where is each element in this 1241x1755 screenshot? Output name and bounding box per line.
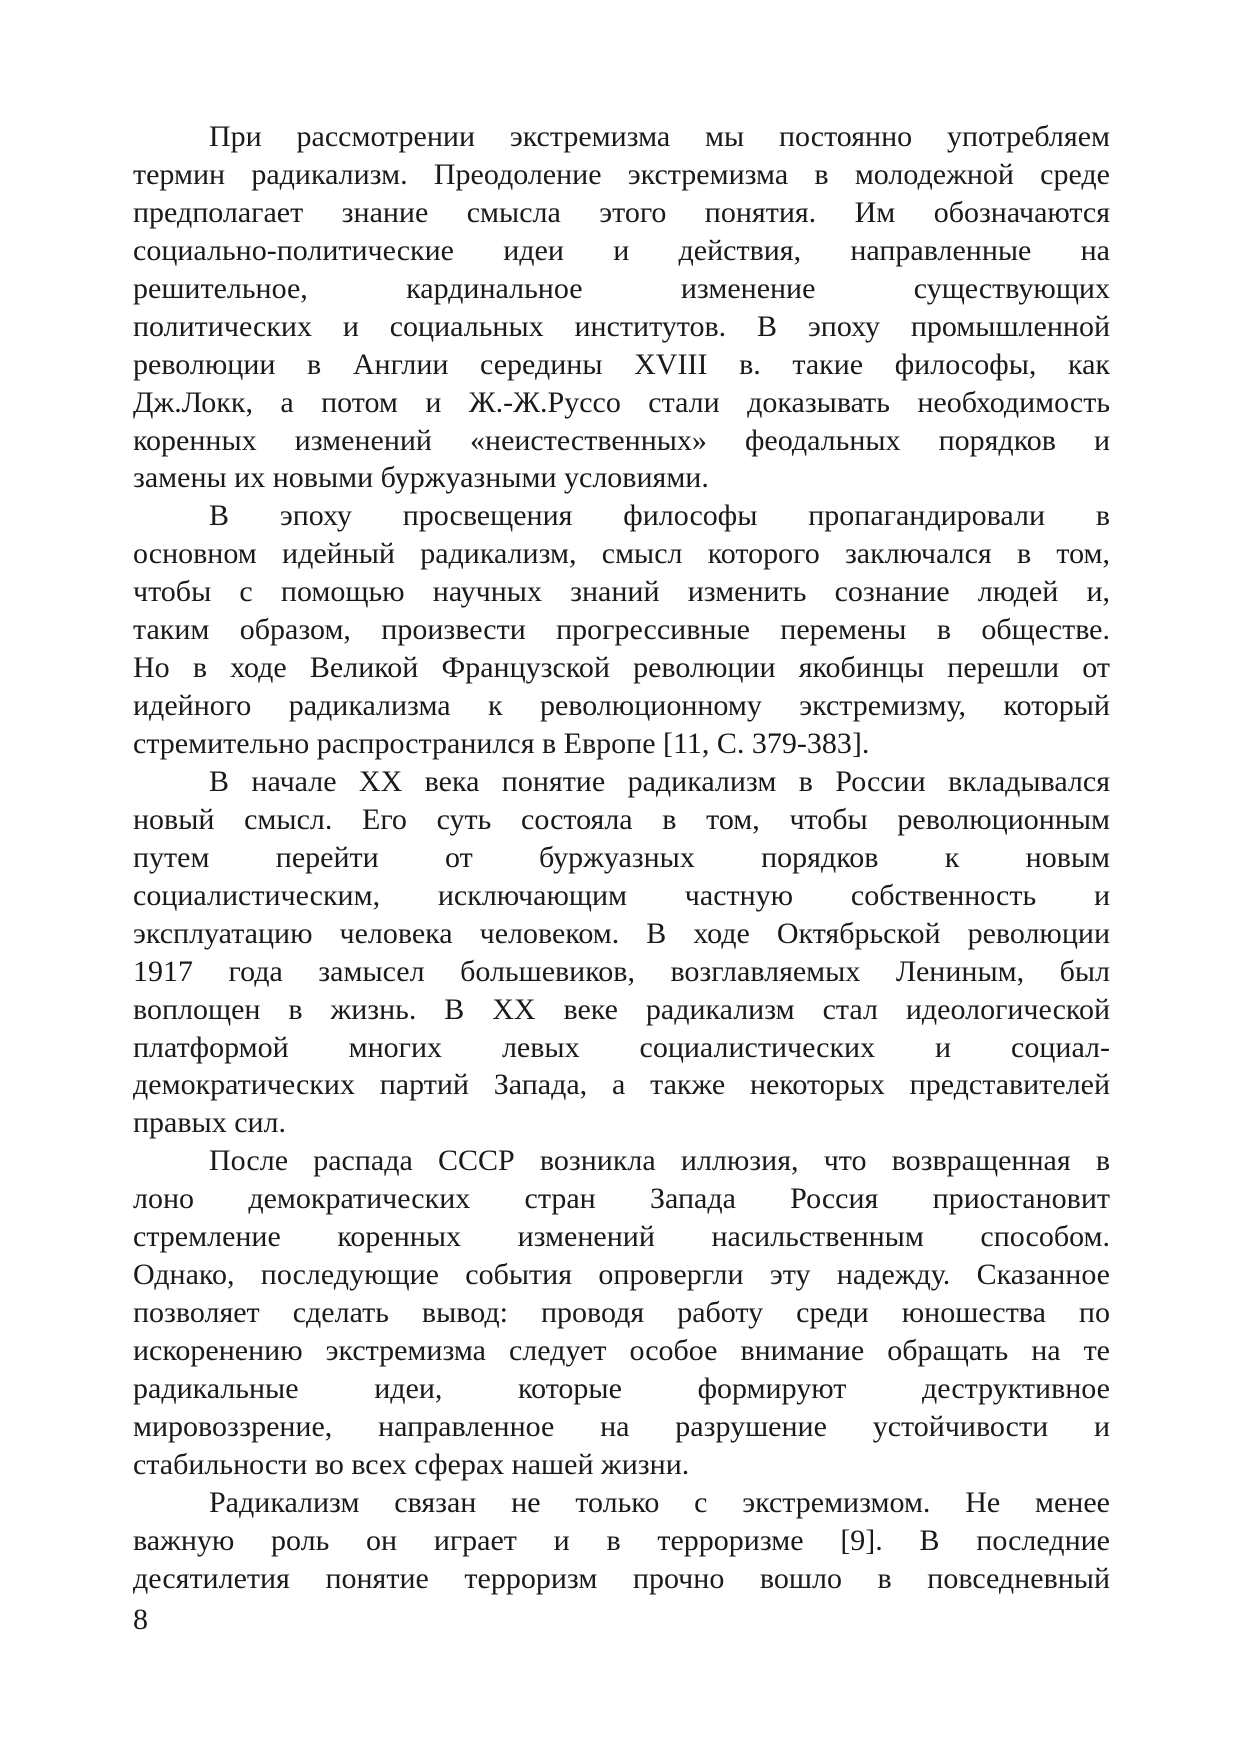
text-line: социалистическим, исключающим частную собственность и [133,878,1110,912]
text-line: Дж.Локк, а потом и Ж.-Ж.Руссо стали доказывать необходимость [133,385,1110,419]
text-line: При рассмотрении экстремизма мы постоянно употребляем [209,120,1110,153]
page-number: 8 [133,1603,148,1636]
text-line: платформой многих левых социалистических и социал- [133,1030,1110,1064]
text-line: воплощен в жизнь. В XX веке радикализм стал идеологической [133,992,1110,1026]
text-line: эксплуатацию человека человеком. В ходе Октябрьской революции [133,916,1110,950]
text-line: 1917 года замысел большевиков, возглавляемых Лениным, был [133,954,1110,988]
text-line: решительное, кардинальное изменение существующих [133,271,1110,305]
text-line: стремительно распространился в Европе [11, С. 379-383]. [133,727,870,760]
text-line: стремление коренных изменений насильственным способом. [133,1220,1110,1254]
text-line: Радикализм связан не только с экстремизмом. Не менее [209,1485,1110,1519]
text-line: десятилетия понятие терроризм прочно вошло в повседневный [133,1561,1110,1595]
text-line: лоно демократических стран Запада Россия приостановит [133,1182,1110,1216]
text-line: демократических партий Запада, а также некоторых представителей [133,1068,1110,1102]
text-line: После распада СССР возникла иллюзия, что возвращенная в [209,1144,1110,1178]
text-line: правых сил. [133,1106,287,1140]
text-line: чтобы с помощью научных знаний изменить сознание людей и, [133,575,1110,609]
text-line: замены их новыми буржуазными условиями. [133,461,709,495]
text-line: основном идейный радикализм, смысл которого заключался в том, [133,537,1110,571]
text-line: радикальные идеи, которые формируют деструктивное [133,1371,1110,1405]
text-line: политических и социальных институтов. В эпоху промышленной [133,309,1110,343]
text-line: Однако, последующие события опровергли эту надежду. Сказанное [133,1258,1110,1292]
text-line: революции в Англии середины XVIII в. такие философы, как [133,347,1110,381]
text-line: таким образом, произвести прогрессивные перемены в обществе. [133,613,1110,647]
body-text [133,118,1110,1598]
text-line: позволяет сделать вывод: проводя работу среди юношества по [133,1296,1110,1330]
text-line: стабильности во всех сферах нашей жизни. [133,1447,690,1481]
text-line: В начале XX века понятие радикализм в России вкладывался [209,764,1110,798]
text-line: социально-политические идеи и действия, направленные на [133,233,1110,267]
text-line: Но в ходе Великой Французской революции якобинцы перешли от [133,651,1110,685]
text-line: важную роль он играет и в терроризме [9]. В последние [133,1523,1110,1557]
text-line: термин радикализм. Преодоление экстремизма в молодежной среде [133,157,1110,191]
text-line: искоренению экстремизма следует особое внимание обращать на те [133,1334,1110,1367]
text-line: коренных изменений «неистественных» феодальных порядков и [133,423,1110,457]
text-line: идейного радикализма к революционному экстремизму, который [133,689,1110,723]
text-line: В эпоху просвещения философы пропагандировали в [209,499,1110,533]
text-line: мировоззрение, направленное на разрушение устойчивости и [133,1409,1110,1443]
text-line: новый смысл. Его суть состояла в том, чтобы революционным [133,802,1110,836]
text-line: предполагает знание смысла этого понятия. Им обозначаются [133,195,1110,229]
text-line: путем перейти от буржуазных порядков к новым [133,840,1110,874]
